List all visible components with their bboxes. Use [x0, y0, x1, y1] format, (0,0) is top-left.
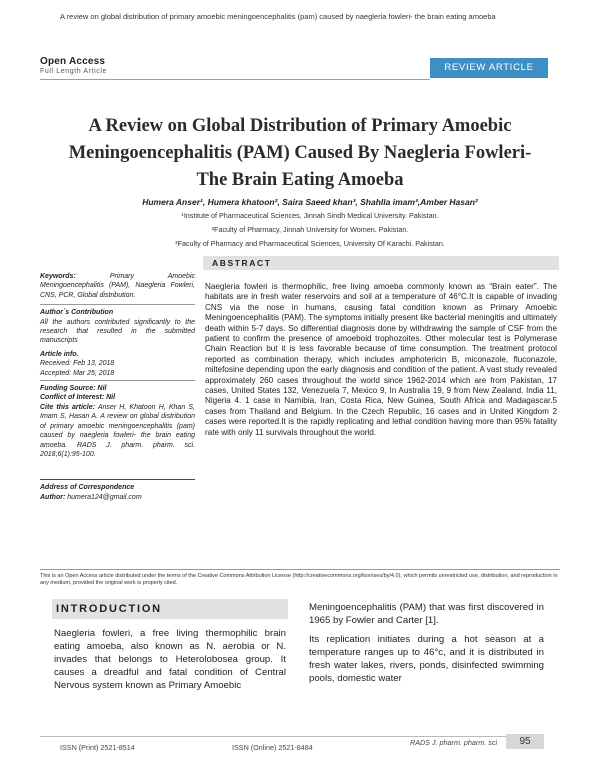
- cite-label: Cite this article:: [40, 403, 95, 411]
- article-info-label: Article info.: [40, 350, 79, 358]
- sidebar-divider: [40, 304, 195, 305]
- introduction-column-2: [309, 601, 544, 686]
- article-sidebar: [40, 272, 195, 502]
- header-divider: [40, 79, 430, 80]
- license-divider: [40, 569, 560, 570]
- conflict-of-interest: Conflict of Interest: Nil: [40, 394, 116, 402]
- author-list: Humera Anser¹, Humera khatoon², Saira Saeed khan³, Shahlla imam³,Amber Hasan²: [142, 197, 478, 207]
- funding-source: Funding Source: Nil: [40, 385, 107, 393]
- running-head: A review on global distribution of primary amoebic meningoencephalitis (pam) caused by naegleria fowleri- the brain eating amoeba: [60, 12, 496, 21]
- review-article-badge: REVIEW ARTICLE: [430, 58, 548, 78]
- journal-name: RADS J. pharm. pharm. sci: [410, 738, 498, 747]
- affiliation-2: ²Faculty of Pharmacy, Jinnah University for Women. Pakistan.: [211, 225, 409, 234]
- author-email-label: Author:: [40, 493, 66, 501]
- article-title: A Review on Global Distribution of Primary Amoebic Meningoencephalitis (PAM) Caused By Naegleria Fowleri- The Brain Eating Amoeba: [68, 116, 532, 190]
- open-access-label: Open Access: [40, 56, 106, 67]
- contribution-label: Author`s Contribution: [40, 309, 114, 317]
- license-notice: This is an Open Access article distributed under the terms of the Creative Commons Attribution License (http://creativecommons.org/licenses/by/4.0), which permits unrestricted use, distribution, and reproduction in any medium, provided the original work is properly cited.: [40, 573, 558, 586]
- accepted-date: Accepted: Mar 25, 2018: [40, 369, 115, 377]
- author-email[interactable]: humera124@gmail.com: [67, 493, 142, 501]
- page-number: 95: [506, 734, 544, 749]
- keywords-label: Keywords:: [40, 273, 76, 280]
- introduction-paragraph: Its replication initiates during a hot season at a temperature ranges up to 46°c, and it is distributed in fresh water lakes, rivers, ponds, disinfected swimming pools, domestic water: [309, 634, 544, 685]
- citation-block: [40, 403, 195, 459]
- received-date: Received: Feb 13, 2018: [40, 360, 115, 368]
- introduction-paragraph: Meningoencephalitis (PAM) that was first discovered in 1965 by Fowler and Carter [1].: [309, 602, 544, 627]
- introduction-heading: INTRODUCTION: [56, 603, 162, 615]
- open-access-block: [40, 56, 107, 75]
- affiliation-3: ³Faculty of Pharmacy and Pharmaceutical Sciences, University Of Karachi. Pakistan.: [175, 239, 445, 248]
- cite-text: Anser H, Khatoon H, Khan S, Imam S, Hasan A. A review on global distribution of primary amoebic meningoencephalitis (pam) caused by naegleria fowleri- the brain eating amoeba. RADS J. pharm. pharm. sci. 2018;6(1):95-100.: [40, 403, 195, 458]
- contribution-text: All the authors contributed significantly to the research that resulted in the submitted manuscripts: [40, 318, 195, 345]
- author-email-line: [40, 493, 195, 502]
- keywords-text: Primary Amoebic Meningoencephalitis (PAM), Naegleria Fowleri, CNS, PCR, Global distribution.: [40, 273, 195, 299]
- abstract-heading: ABSTRACT: [212, 258, 272, 268]
- abstract-text: Naegleria fowleri is thermophilic, free living amoeba commonly known as “Brain eater”. The habitats are in fresh water reservoirs and soil at a temperature of 46°C.It is capable of invading CNS via the nose in humans, causing fatal condition known as Primary Amoebic Meningoencephalitis (PAM). The symptoms initially present like bacterial meningitis and ultimately death within 5-7 days. So differential diagnosis done by withdrawing the sample of CSF from the patient to confirm the presence of amoeboid trophozoites. Other molecular test is Polymerase Chain Reaction but it is less favorable because of time consumption. The treatment protocol reported as combination therapy, which includes amphotericin B, miconazole, fluconazole, miltefosine depending upon the early diagnosis and condition of the patient. A vast study revealed approximately 260 cases throughout the world since 1962-2014 which are from Pakistan, 17 cases, United States 132, Venezuela 7, Mexico 9, In Australia 19, 9 from New Zealand. India 11, Nigeria 4. 1 case in Namibia, Iran, Costa Rica, New Guinea, South Africa and Madagascar.5 cases from Thailand and Belgium. In the Czech Republic, 16 cases and in United Kingdom 2 cases were reported.It is the rapidly replicating and lethal condition having more than 95% fatality rate with only 11 survivals throughout the world.: [205, 282, 557, 437]
- affiliation-1: ¹Institute of Pharmaceutical Sciences, Jinnah Sindh Medical University. Pakistan.: [181, 211, 439, 220]
- correspondence-label: Address of Correspondence: [40, 484, 135, 492]
- sidebar-divider: [40, 380, 195, 381]
- article-type-label: Full Length Article: [40, 68, 108, 75]
- sidebar-divider: [40, 479, 195, 480]
- keywords-block: [40, 272, 195, 300]
- issn-online: ISSN (Online) 2521-8484: [232, 743, 313, 752]
- introduction-column-1: Naegleria fowleri, a free living thermophilic brain eating amoeba, also known as N. aerobia or N. invades that belongs to Heterolobosea group. It causes a dreadful and fatal condition of Central Nervous system known as Primary Amoebic: [54, 628, 286, 692]
- issn-print: ISSN (Print) 2521-8514: [60, 743, 135, 752]
